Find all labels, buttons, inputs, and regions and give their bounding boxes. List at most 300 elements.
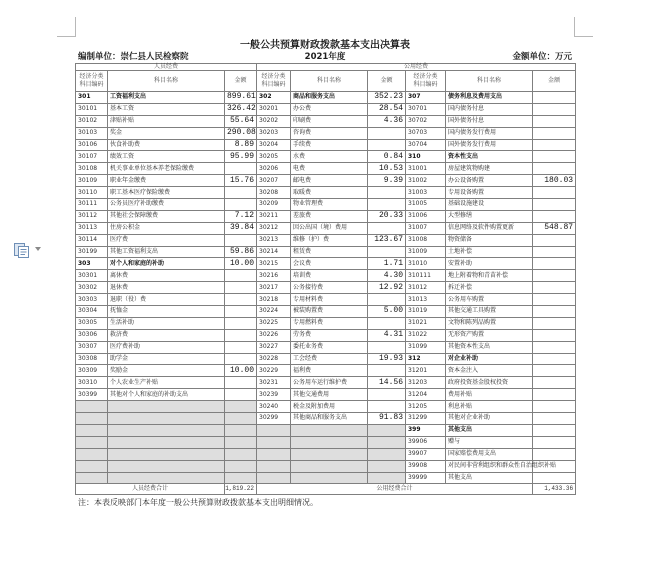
amount-cell: 14.56 <box>368 377 406 389</box>
amount-cell <box>533 187 576 199</box>
amount-cell <box>533 270 576 282</box>
amount-cell <box>533 472 576 484</box>
amount-cell <box>225 377 257 389</box>
item-name-cell: 伙食补助费 <box>108 139 225 151</box>
item-name-cell: 国内债务发行费用 <box>446 127 533 139</box>
item-name-cell: 房屋建筑物购建 <box>446 163 533 175</box>
item-name-cell: 安置补助 <box>446 258 533 270</box>
amount-cell: 548.87 <box>533 222 576 234</box>
economic-code-cell: 30304 <box>76 306 108 318</box>
item-name-cell: 印刷费 <box>291 115 368 127</box>
item-name-cell: 会议费 <box>291 258 368 270</box>
empty-cell <box>225 401 257 413</box>
table-row <box>76 103 576 115</box>
item-name-cell: 个人农业生产补贴 <box>108 377 225 389</box>
economic-code-cell: 30214 <box>257 246 291 258</box>
table-row <box>76 413 576 425</box>
amount-cell <box>533 92 576 104</box>
item-name-cell: 利息补贴 <box>446 401 533 413</box>
economic-code-cell: 30207 <box>257 175 291 187</box>
item-name-cell: 水费 <box>291 151 368 163</box>
table-row <box>76 175 576 187</box>
amount-cell <box>533 282 576 294</box>
item-name-cell: 拆迁补偿 <box>446 282 533 294</box>
amount-cell <box>368 389 406 401</box>
amount-cell <box>533 103 576 115</box>
economic-code-cell: 39999 <box>406 472 446 484</box>
amount-cell <box>533 317 576 329</box>
economic-code-cell: 30113 <box>76 222 108 234</box>
empty-cell <box>108 413 225 425</box>
item-name-cell: 邮电费 <box>291 175 368 187</box>
economic-code-cell: 30216 <box>257 270 291 282</box>
chevron-down-icon[interactable] <box>35 247 41 251</box>
public-total-amount: 1,433.36 <box>533 484 576 495</box>
empty-cell <box>76 424 108 436</box>
amount-cell <box>533 377 576 389</box>
amount-cell <box>533 294 576 306</box>
economic-code-cell: 31010 <box>406 258 446 270</box>
economic-code-cell: 30101 <box>76 103 108 115</box>
amount-cell: 0.84 <box>368 151 406 163</box>
item-name-cell: 办公设备购置 <box>446 175 533 187</box>
amount-cell <box>533 210 576 222</box>
item-name-cell: 基础设施建设 <box>446 199 533 211</box>
amount-cell <box>533 246 576 258</box>
item-name-cell: 医疗费补助 <box>108 341 225 353</box>
amount-cell <box>368 317 406 329</box>
table-row <box>76 187 576 199</box>
table-row <box>76 115 576 127</box>
economic-code-cell: 30302 <box>76 282 108 294</box>
economic-code-cell: 30306 <box>76 329 108 341</box>
economic-code-cell: 30109 <box>76 175 108 187</box>
table-row <box>76 210 576 222</box>
item-name-cell: 土地补偿 <box>446 246 533 258</box>
economic-code-cell: 310 <box>406 151 446 163</box>
economic-code-cell: 301 <box>76 92 108 104</box>
economic-code-cell: 30399 <box>76 389 108 401</box>
paste-options-icon[interactable] <box>13 241 31 259</box>
empty-cell <box>76 460 108 472</box>
economic-code-cell: 30301 <box>76 270 108 282</box>
code-column-header-label: 经济分类科目编码 <box>79 73 104 88</box>
item-name-cell: 物业管理费 <box>291 199 368 211</box>
table-row <box>76 199 576 211</box>
economic-code-cell: 31005 <box>406 199 446 211</box>
amount-cell <box>533 389 576 401</box>
economic-code-cell: 30226 <box>257 329 291 341</box>
item-name-cell: 培训费 <box>291 270 368 282</box>
item-name-cell: 咨询费 <box>291 127 368 139</box>
item-name-cell: 基本工资 <box>108 103 225 115</box>
amount-column-header: 金额 <box>225 71 257 92</box>
economic-code-cell: 30202 <box>257 115 291 127</box>
item-name-cell: 其他资本性支出 <box>446 341 533 353</box>
empty-cell <box>108 460 225 472</box>
amount-column-header: 金额 <box>368 71 406 92</box>
economic-code-cell: 399 <box>406 424 446 436</box>
empty-cell <box>108 448 225 460</box>
item-name-cell: 资本性支出 <box>446 151 533 163</box>
empty-cell <box>76 401 108 413</box>
table-row <box>76 424 576 436</box>
item-name-cell: 职工基本医疗保险缴费 <box>108 187 225 199</box>
economic-code-cell: 30309 <box>76 365 108 377</box>
group-header-public: 公用经费 <box>257 64 576 71</box>
table-row <box>76 92 576 104</box>
item-name-cell: 赠与 <box>446 436 533 448</box>
item-name-cell: 其他支出 <box>446 424 533 436</box>
amount-cell: 55.64 <box>225 115 257 127</box>
amount-cell: 20.33 <box>368 210 406 222</box>
amount-cell <box>368 222 406 234</box>
economic-code-cell: 30225 <box>257 317 291 329</box>
amount-cell <box>533 306 576 318</box>
economic-code-cell: 30111 <box>76 199 108 211</box>
item-name-cell: 国家赔偿费用支出 <box>446 448 533 460</box>
item-name-cell: 差旅费 <box>291 210 368 222</box>
economic-code-cell: 30240 <box>257 401 291 413</box>
economic-code-cell: 31203 <box>406 377 446 389</box>
item-name-cell: 生活补助 <box>108 317 225 329</box>
economic-code-cell: 30213 <box>257 234 291 246</box>
item-name-cell: 工会经费 <box>291 353 368 365</box>
empty-cell <box>291 436 368 448</box>
amount-cell <box>533 199 576 211</box>
empty-cell <box>368 472 406 484</box>
item-name-cell: 专用材料费 <box>291 294 368 306</box>
item-name-cell: 政府投资基金股权投资 <box>446 377 533 389</box>
amount-cell: 12.92 <box>368 282 406 294</box>
amount-cell <box>533 448 576 460</box>
amount-cell: 10.53 <box>368 163 406 175</box>
economic-code-cell: 30310 <box>76 377 108 389</box>
economic-code-cell: 312 <box>406 353 446 365</box>
table-row <box>76 222 576 234</box>
amount-cell <box>225 270 257 282</box>
amount-cell: 10.00 <box>225 365 257 377</box>
empty-cell <box>291 460 368 472</box>
item-name-cell: 委托业务费 <box>291 341 368 353</box>
amount-cell <box>225 306 257 318</box>
item-name-cell: 国内债务付息 <box>446 103 533 115</box>
fiscal-year: 2021年度 <box>304 52 346 62</box>
item-name-cell: 资本金注入 <box>446 365 533 377</box>
group-header-row <box>76 64 576 71</box>
table-row <box>76 448 576 460</box>
amount-cell: 28.54 <box>368 103 406 115</box>
amount-cell: 326.42 <box>225 103 257 115</box>
table-row <box>76 139 576 151</box>
economic-code-cell: 303 <box>76 258 108 270</box>
item-name-cell: 机关事业单位基本养老保险缴费 <box>108 163 225 175</box>
economic-code-cell: 31007 <box>406 222 446 234</box>
amount-cell <box>225 163 257 175</box>
table-row <box>76 234 576 246</box>
amount-cell <box>533 401 576 413</box>
item-name-cell: 公务接待费 <box>291 282 368 294</box>
table-row <box>76 270 576 282</box>
item-name-cell: 其他工资福利支出 <box>108 246 225 258</box>
item-name-cell: 救济费 <box>108 329 225 341</box>
amount-cell <box>225 199 257 211</box>
totals-row <box>76 484 576 495</box>
item-name-cell: 被装购置费 <box>291 306 368 318</box>
item-name-cell: 物资储备 <box>446 234 533 246</box>
item-name-cell: 抚恤金 <box>108 306 225 318</box>
item-name-cell: 福利费 <box>291 365 368 377</box>
empty-cell <box>76 436 108 448</box>
item-name-cell: 国外债务发行费用 <box>446 139 533 151</box>
economic-code-cell: 31019 <box>406 306 446 318</box>
empty-cell <box>225 448 257 460</box>
economic-code-cell: 30211 <box>257 210 291 222</box>
economic-code-cell: 31022 <box>406 329 446 341</box>
personnel-total-label: 人员经费合计 <box>76 484 225 495</box>
economic-code-cell: 31008 <box>406 234 446 246</box>
empty-cell <box>257 460 291 472</box>
compiling-unit: 编制单位：崇仁县人民检察院 <box>78 52 189 62</box>
amount-cell <box>533 258 576 270</box>
economic-code-cell: 31099 <box>406 341 446 353</box>
table-row <box>76 151 576 163</box>
economic-code-cell: 31012 <box>406 282 446 294</box>
economic-code-cell: 39906 <box>406 436 446 448</box>
amount-cell <box>368 246 406 258</box>
amount-cell: 59.86 <box>225 246 257 258</box>
empty-cell <box>108 401 225 413</box>
economic-code-cell: 30212 <box>257 222 291 234</box>
economic-code-cell: 30102 <box>76 115 108 127</box>
item-name-cell: 绩效工资 <box>108 151 225 163</box>
amount-cell: 1.71 <box>368 258 406 270</box>
economic-code-cell: 31013 <box>406 294 446 306</box>
table-row <box>76 163 576 175</box>
item-name-cell: 其他对企业补助 <box>446 413 533 425</box>
amount-cell <box>368 365 406 377</box>
amount-cell: 91.83 <box>368 413 406 425</box>
amount-cell: 15.76 <box>225 175 257 187</box>
amount-column-header: 金额 <box>533 71 576 92</box>
economic-code-cell: 30299 <box>257 413 291 425</box>
amount-cell <box>533 365 576 377</box>
amount-cell <box>533 329 576 341</box>
document-meta-row <box>75 52 575 63</box>
economic-code-cell: 30205 <box>257 151 291 163</box>
amount-cell: 4.31 <box>368 329 406 341</box>
table-row <box>76 365 576 377</box>
item-name-cell: 对企业补助 <box>446 353 533 365</box>
economic-code-cell: 30231 <box>257 377 291 389</box>
margin-corner-mark-top-left <box>57 17 76 37</box>
economic-code-cell: 30114 <box>76 234 108 246</box>
economic-code-cell: 30103 <box>76 127 108 139</box>
economic-code-cell: 30217 <box>257 282 291 294</box>
table-row <box>76 353 576 365</box>
amount-cell <box>368 127 406 139</box>
item-name-cell: 医疗费 <box>108 234 225 246</box>
amount-cell: 8.89 <box>225 139 257 151</box>
currency-unit: 金额单位：万元 <box>512 52 572 62</box>
table-footnote: 注：本表反映部门本年度一般公共预算财政拨款基本支出明细情况。 <box>78 498 318 508</box>
item-name-cell: 对民间非营利组织和群众性自治组织补贴 <box>446 460 533 472</box>
economic-code-cell: 30107 <box>76 151 108 163</box>
amount-cell: 123.67 <box>368 234 406 246</box>
item-name-cell: 津贴补贴 <box>108 115 225 127</box>
economic-code-cell: 31201 <box>406 365 446 377</box>
economic-code-cell: 31009 <box>406 246 446 258</box>
amount-cell <box>225 389 257 401</box>
item-name-cell: 专用燃料费 <box>291 317 368 329</box>
empty-cell <box>368 448 406 460</box>
amount-cell: 180.03 <box>533 175 576 187</box>
amount-cell <box>533 341 576 353</box>
empty-cell <box>291 424 368 436</box>
empty-cell <box>368 424 406 436</box>
economic-code-cell: 30229 <box>257 365 291 377</box>
item-name-cell: 专用设备购置 <box>446 187 533 199</box>
amount-cell <box>225 294 257 306</box>
table-row <box>76 389 576 401</box>
table-row <box>76 282 576 294</box>
economic-code-cell: 30208 <box>257 187 291 199</box>
item-name-cell: 住房公积金 <box>108 222 225 234</box>
empty-cell <box>291 448 368 460</box>
table-row <box>76 294 576 306</box>
empty-cell <box>225 413 257 425</box>
table-row <box>76 246 576 258</box>
amount-cell: 95.99 <box>225 151 257 163</box>
item-name-cell: 租赁费 <box>291 246 368 258</box>
expenditure-table <box>75 63 576 495</box>
economic-code-cell: 30303 <box>76 294 108 306</box>
amount-cell <box>225 353 257 365</box>
empty-cell <box>225 472 257 484</box>
item-name-cell: 其他支出 <box>446 472 533 484</box>
table-row <box>76 460 576 472</box>
empty-cell <box>257 436 291 448</box>
item-name-cell: 取暖费 <box>291 187 368 199</box>
economic-code-cell: 30206 <box>257 163 291 175</box>
table-row <box>76 127 576 139</box>
public-total-label: 公用经费合计 <box>257 484 533 495</box>
economic-code-cell: 31006 <box>406 210 446 222</box>
economic-code-cell: 31205 <box>406 401 446 413</box>
amount-cell <box>368 199 406 211</box>
item-name-cell: 公务用车运行维护费 <box>291 377 368 389</box>
empty-cell <box>225 424 257 436</box>
amount-cell <box>533 436 576 448</box>
code-column-header <box>406 71 446 92</box>
economic-code-cell: 30704 <box>406 139 446 151</box>
amount-cell: 352.23 <box>368 92 406 104</box>
economic-code-cell: 31299 <box>406 413 446 425</box>
economic-code-cell: 31003 <box>406 187 446 199</box>
economic-code-cell: 30201 <box>257 103 291 115</box>
amount-cell: 19.93 <box>368 353 406 365</box>
item-name-cell: 大型修缮 <box>446 210 533 222</box>
item-name-cell: 因公出国（境）费用 <box>291 222 368 234</box>
item-name-cell: 退职（役）费 <box>108 294 225 306</box>
economic-code-cell: 30701 <box>406 103 446 115</box>
amount-cell <box>533 424 576 436</box>
economic-code-cell: 310111 <box>406 270 446 282</box>
amount-cell <box>225 282 257 294</box>
empty-cell <box>76 448 108 460</box>
amount-cell <box>368 341 406 353</box>
empty-cell <box>76 472 108 484</box>
amount-cell: 4.36 <box>368 115 406 127</box>
empty-cell <box>225 460 257 472</box>
item-name-cell: 退休费 <box>108 282 225 294</box>
item-name-cell: 费用补贴 <box>446 389 533 401</box>
item-name-cell: 其他交通费用 <box>291 389 368 401</box>
empty-cell <box>368 436 406 448</box>
personnel-total-amount: 1,819.22 <box>225 484 257 495</box>
amount-cell <box>533 127 576 139</box>
name-column-header: 科目名称 <box>291 71 368 92</box>
economic-code-cell: 30203 <box>257 127 291 139</box>
table-row <box>76 306 576 318</box>
economic-code-cell: 30218 <box>257 294 291 306</box>
paste-options-button[interactable] <box>13 241 43 259</box>
item-name-cell: 奖励金 <box>108 365 225 377</box>
amount-cell <box>225 234 257 246</box>
item-name-cell: 对个人和家庭的补助 <box>108 258 225 270</box>
name-column-header: 科目名称 <box>446 71 533 92</box>
document-title: 一般公共预算财政拨款基本支出决算表 <box>240 40 410 51</box>
code-column-header-label: 经济分类科目编码 <box>261 73 286 88</box>
empty-cell <box>257 448 291 460</box>
item-name-cell: 信息网络及软件购置更新 <box>446 222 533 234</box>
amount-cell: 7.12 <box>225 210 257 222</box>
economic-code-cell: 30224 <box>257 306 291 318</box>
economic-code-cell: 30305 <box>76 317 108 329</box>
economic-code-cell: 31204 <box>406 389 446 401</box>
item-name-cell: 公务用车购置 <box>446 294 533 306</box>
economic-code-cell: 30702 <box>406 115 446 127</box>
item-name-cell: 离休费 <box>108 270 225 282</box>
item-name-cell: 国外债务付息 <box>446 115 533 127</box>
item-name-cell: 税金及附加费用 <box>291 401 368 413</box>
economic-code-cell: 30110 <box>76 187 108 199</box>
amount-cell <box>225 317 257 329</box>
economic-code-cell: 30112 <box>76 210 108 222</box>
amount-cell: 5.00 <box>368 306 406 318</box>
economic-code-cell: 30239 <box>257 389 291 401</box>
amount-cell <box>368 401 406 413</box>
amount-cell <box>533 353 576 365</box>
table-row <box>76 401 576 413</box>
item-name-cell: 无形资产购置 <box>446 329 533 341</box>
economic-code-cell: 39907 <box>406 448 446 460</box>
economic-code-cell: 30228 <box>257 353 291 365</box>
empty-cell <box>76 413 108 425</box>
item-name-cell: 地上附着物和青苗补偿 <box>446 270 533 282</box>
item-name-cell: 其他社会保障缴费 <box>108 210 225 222</box>
empty-cell <box>368 460 406 472</box>
economic-code-cell: 31021 <box>406 317 446 329</box>
item-name-cell: 奖金 <box>108 127 225 139</box>
amount-cell: 4.30 <box>368 270 406 282</box>
economic-code-cell: 30199 <box>76 246 108 258</box>
table-row <box>76 377 576 389</box>
item-name-cell: 其他对个人和家庭的补助支出 <box>108 389 225 401</box>
table-row <box>76 436 576 448</box>
item-name-cell: 手续费 <box>291 139 368 151</box>
item-name-cell: 文物和陈列品购置 <box>446 317 533 329</box>
